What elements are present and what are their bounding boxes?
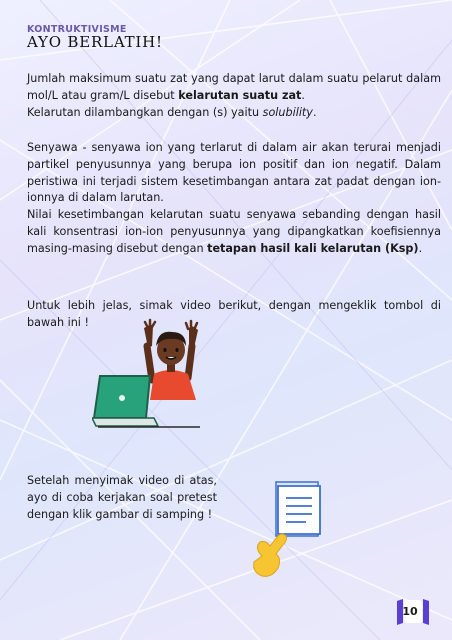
ion-text: Senyawa - senyawa ion yang terlarut di dalam air akan terurai menjadi partikel penyusunnya yang berupa ion positif dan ion negatif. Dalam peristiwa ini terjadi sistem kesetimbangan antara zat padat dengan ion-ionnya di dalam larutan. — [27, 141, 441, 205]
ksp-text: Nilai kesetimbangan kelarutan suatu senyawa sebanding dengan hasil kali konsentrasi ion-ion penyusunnya yang dipangkatkan koefisiennya masing-masing disebut dengan — [27, 208, 441, 255]
definition-text: Jumlah maksimum suatu zat yang dapat larut dalam suatu pelarut dalam mol/L atau gram/L disebut — [27, 72, 441, 102]
pretest-documents-button[interactable] — [248, 476, 330, 584]
page-number: 10 — [402, 605, 418, 618]
definition-paragraph — [27, 71, 441, 121]
video-instruction: Untuk lebih jelas, simak video berikut, dengan mengeklik tombol di bawah ini ! — [27, 299, 441, 329]
pretest-instruction: Setelah menyimak video di atas, ayo di coba kerjakan soal pretest dengan klik gambar di samping ! — [27, 474, 217, 521]
solubility-term: solubility — [262, 105, 313, 119]
page-title: AYO BERLATIH! — [27, 33, 163, 51]
ksp-term: tetapan hasil kali kelarutan (Ksp) — [207, 241, 419, 255]
student-laptop-video-button[interactable] — [92, 318, 202, 428]
definition-period: . — [301, 88, 305, 102]
solubility-text: Kelarutan dilambangkan dengan (s) yaitu — [27, 105, 263, 119]
ksp-period: . — [418, 241, 423, 255]
definition-term: kelarutan suatu zat — [178, 88, 302, 102]
ksp-paragraph — [27, 140, 441, 258]
solubility-period: . — [312, 105, 317, 119]
section-label: KONTRUKTIVISME — [27, 24, 127, 35]
